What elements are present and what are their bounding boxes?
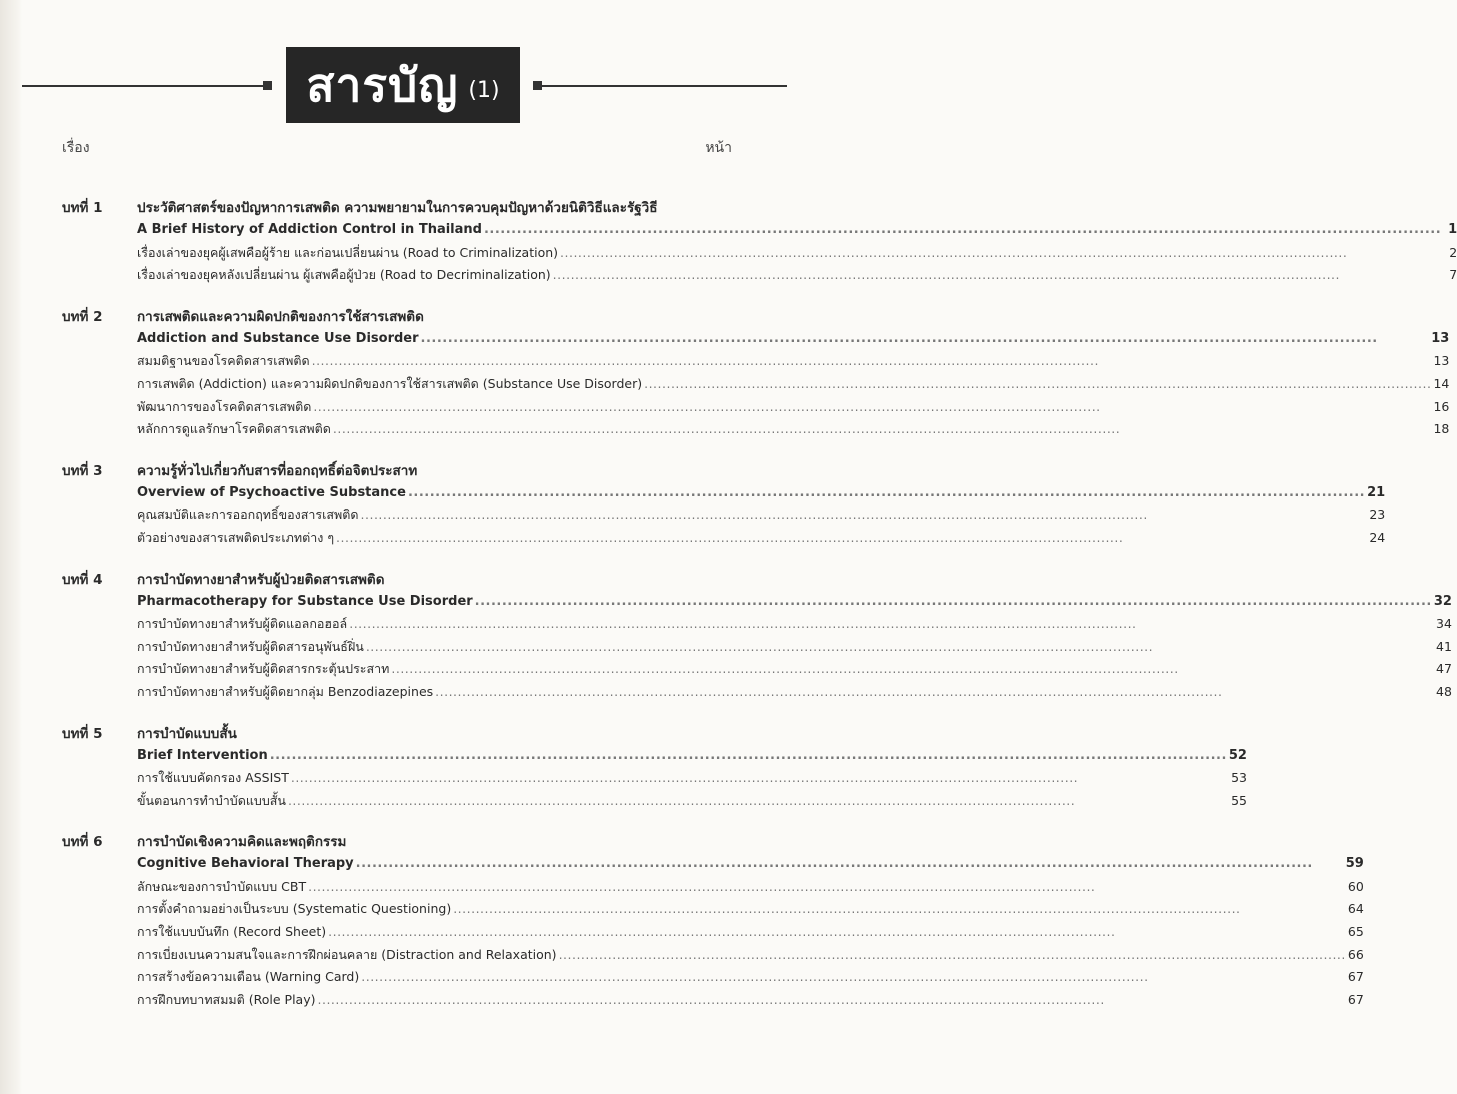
toc-entry-page: 41	[1436, 638, 1452, 654]
toc-entry-text: การบำบัดทางยาสำหรับผู้ติดสารอนุพันธ์ฝิ่น	[137, 638, 364, 654]
toc-entry-page: 13	[1431, 330, 1450, 346]
toc-chapter	[62, 197, 1457, 287]
toc-entry-page: 64	[1347, 901, 1364, 917]
toc-entry-page: 18	[1433, 421, 1450, 437]
toc-entry-text: การบำบัดทางยาสำหรับผู้ติดยากลุ่ม Benzodiazepines	[137, 683, 434, 699]
dot-leader	[366, 636, 1434, 659]
toc-entry[interactable]	[137, 613, 1452, 636]
dot-leader	[421, 328, 1430, 351]
dot-leader	[291, 767, 1229, 790]
toc-entry-text: Brief Intervention	[137, 747, 268, 763]
dot-leader	[361, 504, 1368, 527]
toc-entry-page: 23	[1369, 507, 1386, 523]
chapter-body	[137, 569, 1452, 704]
toc-entry-text: Pharmacotherapy for Substance Use Disorder	[137, 593, 473, 609]
toc-entry-text: การใช้แบบคัดกรอง ASSIST	[137, 770, 289, 786]
toc-entry[interactable]	[137, 264, 1457, 287]
toc-entry-english-title[interactable]	[137, 219, 1457, 242]
toc-entry-page: 13	[1433, 353, 1450, 369]
toc-entry-text: การฝึกบทบาทสมมติ (Role Play)	[137, 991, 316, 1007]
toc-entry[interactable]	[137, 790, 1247, 813]
chapter-body	[137, 460, 1385, 550]
toc-entry[interactable]	[137, 636, 1452, 659]
dot-leader	[435, 681, 1434, 704]
header-rule-left	[22, 85, 270, 87]
book-spine-shadow	[0, 0, 22, 1094]
chapter-title: การบำบัดทางยาสำหรับผู้ป่วยติดสารเสพติด	[137, 571, 385, 588]
toc-entry-text: พัฒนาการของโรคติดสารเสพติด	[137, 398, 312, 414]
chapter-title: ประวัติศาสตร์ของปัญหาการเสพติด ความพยายามในการควบคุมปัญหาด้วยนิติวิธีและรัฐวิธี	[137, 200, 658, 216]
toc-entry[interactable]	[137, 350, 1449, 373]
toc-entry-text: คุณสมบัติและการออกฤทธิ์ของสารเสพติด	[137, 507, 359, 523]
toc-entry[interactable]	[137, 944, 1364, 967]
toc-entry-text: หลักการดูแลรักษาโรคติดสารเสพติด	[137, 421, 331, 437]
chapter-number: บทที่ 1	[62, 200, 103, 216]
column-label-subject: เรื่อง	[62, 140, 90, 156]
toc-entry-english-title[interactable]	[137, 328, 1449, 351]
toc-chapter	[62, 831, 1364, 1011]
toc-entry-text: การสร้างข้อความเตือน (Warning Card)	[137, 969, 360, 985]
toc-entry[interactable]	[137, 373, 1449, 396]
header-rule-right-dot	[533, 81, 542, 90]
toc-entry-text: ตัวอย่างของสารเสพติดประเภทต่าง ๆ	[137, 529, 335, 545]
chapter-body	[137, 197, 1457, 287]
toc-entry-text: Cognitive Behavioral Therapy	[137, 856, 354, 872]
toc-entry[interactable]	[137, 989, 1364, 1012]
toc-entry[interactable]	[137, 767, 1247, 790]
toc-chapter	[62, 460, 1386, 550]
dot-leader	[644, 373, 1431, 396]
toc-entry-text: การบำบัดทางยาสำหรับผู้ติดแอลกอฮอล์	[137, 616, 348, 632]
toc-entry-text: A Brief History of Addiction Control in Thailand	[137, 222, 482, 237]
chapter-body	[137, 723, 1247, 813]
toc-entry-english-title[interactable]	[137, 853, 1364, 876]
dot-leader	[288, 790, 1229, 813]
toc-entry[interactable]	[137, 681, 1452, 704]
toc-entry-text: ขั้นตอนการทำบำบัดแบบสั้น	[137, 792, 286, 808]
chapter-number: บทที่ 3	[62, 462, 103, 479]
toc-entry-text: ลักษณะของการบำบัดแบบ CBT	[137, 878, 307, 894]
dot-leader	[453, 898, 1346, 921]
toc-entry-text: การบำบัดทางยาสำหรับผู้ติดสารกระตุ้นประสาท	[137, 661, 390, 677]
toc-entry[interactable]	[137, 504, 1385, 527]
page-title: สารบัญ	[306, 57, 459, 112]
dot-leader	[408, 482, 1365, 505]
toc-entry[interactable]	[137, 418, 1449, 441]
toc-entry-page: 59	[1345, 856, 1364, 872]
toc-entry-english-title[interactable]	[137, 591, 1452, 614]
toc-entry-page: 47	[1436, 661, 1452, 677]
dot-leader	[484, 219, 1441, 242]
dot-leader	[559, 944, 1346, 967]
toc-entry-page: 67	[1347, 969, 1364, 985]
toc-entry[interactable]	[137, 527, 1385, 550]
dot-leader	[553, 264, 1441, 287]
toc-entry-page: 32	[1433, 593, 1452, 609]
dot-leader	[475, 591, 1432, 614]
toc-entry-page: 34	[1436, 616, 1452, 632]
toc-entry-text: การเสพติด (Addiction) และความผิดปกติของการใช้สารเสพติด (Substance Use Disorder)	[137, 375, 643, 391]
header-rule-left-dot	[263, 81, 272, 90]
toc-entry-text: เรื่องเล่าของยุคหลังเปลี่ยนผ่าน ผู้เสพคือผู้ป่วย (Road to Decriminalization)	[137, 267, 551, 283]
dot-leader	[308, 876, 1346, 899]
dot-leader	[361, 966, 1346, 989]
toc-entry-page: 2	[1449, 244, 1457, 260]
toc-entry-text: เรื่องเล่าของยุคผู้เสพคือผู้ร้าย และก่อนเปลี่ยนผ่าน (Road to Criminalization)	[137, 244, 559, 260]
toc-entry-page: 24	[1369, 529, 1386, 545]
toc-chapter	[62, 306, 1450, 441]
dot-leader	[312, 350, 1432, 373]
toc-entry-page: 14	[1433, 375, 1450, 391]
toc-entry-page: 66	[1347, 946, 1364, 962]
chapter-number: บทที่ 2	[62, 308, 103, 325]
toc-entry[interactable]	[137, 396, 1449, 419]
toc-entry-page: 60	[1347, 878, 1364, 894]
chapter-title: การเสพติดและความผิดปกติของการใช้สารเสพติด	[137, 308, 424, 325]
toc-entry-text: การใช้แบบบันทึก (Record Sheet)	[137, 924, 327, 940]
toc-entry-page: 55	[1231, 792, 1247, 808]
toc-entry[interactable]	[137, 876, 1364, 899]
toc-entry[interactable]	[137, 898, 1364, 921]
page-title-box	[286, 47, 520, 123]
chapter-number: บทที่ 6	[62, 834, 103, 851]
dot-leader	[328, 921, 1346, 944]
toc-entry[interactable]	[137, 658, 1452, 681]
toc-entry-page: 16	[1433, 398, 1450, 414]
dot-leader	[318, 989, 1346, 1012]
dot-leader	[560, 242, 1441, 265]
chapter-number: บทที่ 4	[62, 571, 103, 588]
dot-leader	[333, 418, 1432, 441]
toc-entry-page: 52	[1228, 747, 1247, 763]
toc-entry-text: สมมติฐานของโรคติดสารเสพติด	[137, 353, 310, 369]
toc-entry-english-title[interactable]	[137, 482, 1385, 505]
chapter-number: บทที่ 5	[62, 725, 103, 742]
dot-leader	[349, 613, 1434, 636]
chapter-title: การบำบัดแบบสั้น	[137, 725, 237, 742]
chapter-title: ความรู้ทั่วไปเกี่ยวกับสารที่ออกฤทธิ์ต่อจิตประสาท	[137, 462, 418, 479]
toc-entry-english-title[interactable]	[137, 745, 1247, 768]
toc-entry-page: 21	[1367, 484, 1386, 500]
toc-entry-page: 67	[1347, 991, 1364, 1007]
toc-entry-text: การเบี่ยงเบนความสนใจและการฝึกผ่อนคลาย (Distraction and Relaxation)	[137, 946, 557, 962]
dot-leader	[270, 745, 1227, 768]
column-label-page: หน้า	[705, 140, 732, 156]
dot-leader	[313, 396, 1431, 419]
toc-entry[interactable]	[137, 921, 1364, 944]
toc-list	[62, 197, 1457, 1030]
toc-chapter	[62, 569, 1452, 704]
toc-entry-page: 1	[1448, 222, 1457, 237]
page-title-suffix: (1)	[468, 77, 500, 103]
toc-entry-text: Addiction and Substance Use Disorder	[137, 330, 419, 346]
toc-entry-text: การตั้งคำถามอย่างเป็นระบบ (Systematic Questioning)	[137, 901, 452, 917]
toc-entry-page: 53	[1231, 770, 1247, 786]
toc-entry-page: 48	[1436, 683, 1452, 699]
toc-entry[interactable]	[137, 966, 1364, 989]
toc-entry-page: 65	[1347, 924, 1364, 940]
toc-entry-text: Overview of Psychoactive Substance	[137, 484, 406, 500]
dot-leader	[391, 658, 1434, 681]
dot-leader	[356, 853, 1344, 876]
chapter-body	[137, 306, 1449, 441]
chapter-title: การบำบัดเชิงความคิดและพฤติกรรม	[137, 834, 347, 851]
dot-leader	[336, 527, 1367, 550]
toc-entry[interactable]	[137, 242, 1457, 265]
toc-chapter	[62, 723, 1247, 813]
chapter-body	[137, 831, 1364, 1011]
toc-entry-page: 7	[1449, 267, 1457, 283]
header-rule-right	[537, 85, 787, 87]
